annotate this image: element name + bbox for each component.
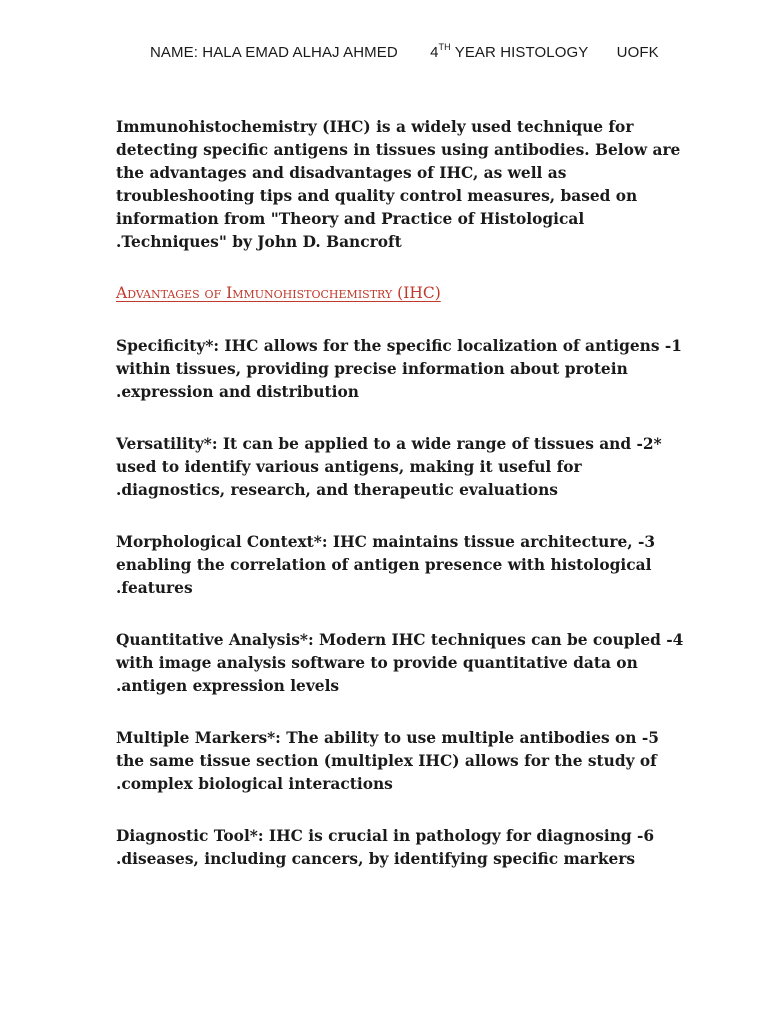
intro-line: the advantages and disadvantages of IHC, as well as bbox=[116, 164, 567, 182]
section-heading-advantages: Advantages of Immunohistochemistry (IHC) bbox=[116, 284, 441, 302]
student-name: NAME: HALA EMAD ALHAJ AHMED bbox=[150, 44, 398, 61]
intro-line: Immunohistochemistry (IHC) is a widely used technique for bbox=[116, 118, 634, 136]
advantage-line: .diseases, including cancers, by identifying specific markers bbox=[116, 850, 636, 868]
advantage-item-versatility bbox=[116, 433, 676, 502]
advantage-line: enabling the correlation of antigen presence with histological bbox=[116, 556, 652, 574]
page-header bbox=[150, 44, 659, 61]
advantage-line: Morphological Context*: IHC maintains tissue architecture, -3 bbox=[116, 533, 656, 551]
student-year bbox=[430, 44, 588, 61]
advantage-line: Versatility*: It can be applied to a wide range of tissues and -2* bbox=[116, 435, 662, 453]
year-course: YEAR HISTOLOGY bbox=[450, 44, 589, 61]
intro-paragraph bbox=[116, 116, 681, 254]
advantage-line: Quantitative Analysis*: Modern IHC techniques can be coupled -4 bbox=[116, 631, 684, 649]
advantage-line: .diagnostics, research, and therapeutic evaluations bbox=[116, 481, 558, 499]
advantage-line: .complex biological interactions bbox=[116, 775, 393, 793]
advantage-line: Specificity*: IHC allows for the specific localization of antigens -1 bbox=[116, 337, 682, 355]
intro-line: detecting specific antigens in tissues using antibodies. Below are bbox=[116, 141, 681, 159]
year-number: 4 bbox=[430, 44, 439, 61]
intro-line: information from "Theory and Practice of Histological bbox=[116, 210, 585, 228]
intro-line: troubleshooting tips and quality control measures, based on bbox=[116, 187, 638, 205]
advantage-line: the same tissue section (multiplex IHC) allows for the study of bbox=[116, 752, 657, 770]
university: UOFK bbox=[616, 44, 659, 61]
year-suffix: TH bbox=[438, 42, 451, 52]
advantage-item-morphological-context bbox=[116, 531, 676, 600]
advantage-line: Multiple Markers*: The ability to use multiple antibodies on -5 bbox=[116, 729, 659, 747]
advantage-item-specificity bbox=[116, 335, 682, 404]
advantage-line: used to identify various antigens, making it useful for bbox=[116, 458, 582, 476]
advantage-line: within tissues, providing precise information about protein bbox=[116, 360, 628, 378]
advantage-line: .expression and distribution bbox=[116, 383, 359, 401]
advantage-item-diagnostic-tool bbox=[116, 825, 676, 871]
advantage-item-multiple-markers bbox=[116, 727, 676, 796]
advantage-line: .features bbox=[116, 579, 193, 597]
advantage-item-quantitative-analysis bbox=[116, 629, 684, 698]
advantage-line: .antigen expression levels bbox=[116, 677, 340, 695]
advantage-line: Diagnostic Tool*: IHC is crucial in pathology for diagnosing -6 bbox=[116, 827, 655, 845]
advantage-line: with image analysis software to provide quantitative data on bbox=[116, 654, 638, 672]
intro-line: .Techniques" by John D. Bancroft bbox=[116, 233, 402, 251]
